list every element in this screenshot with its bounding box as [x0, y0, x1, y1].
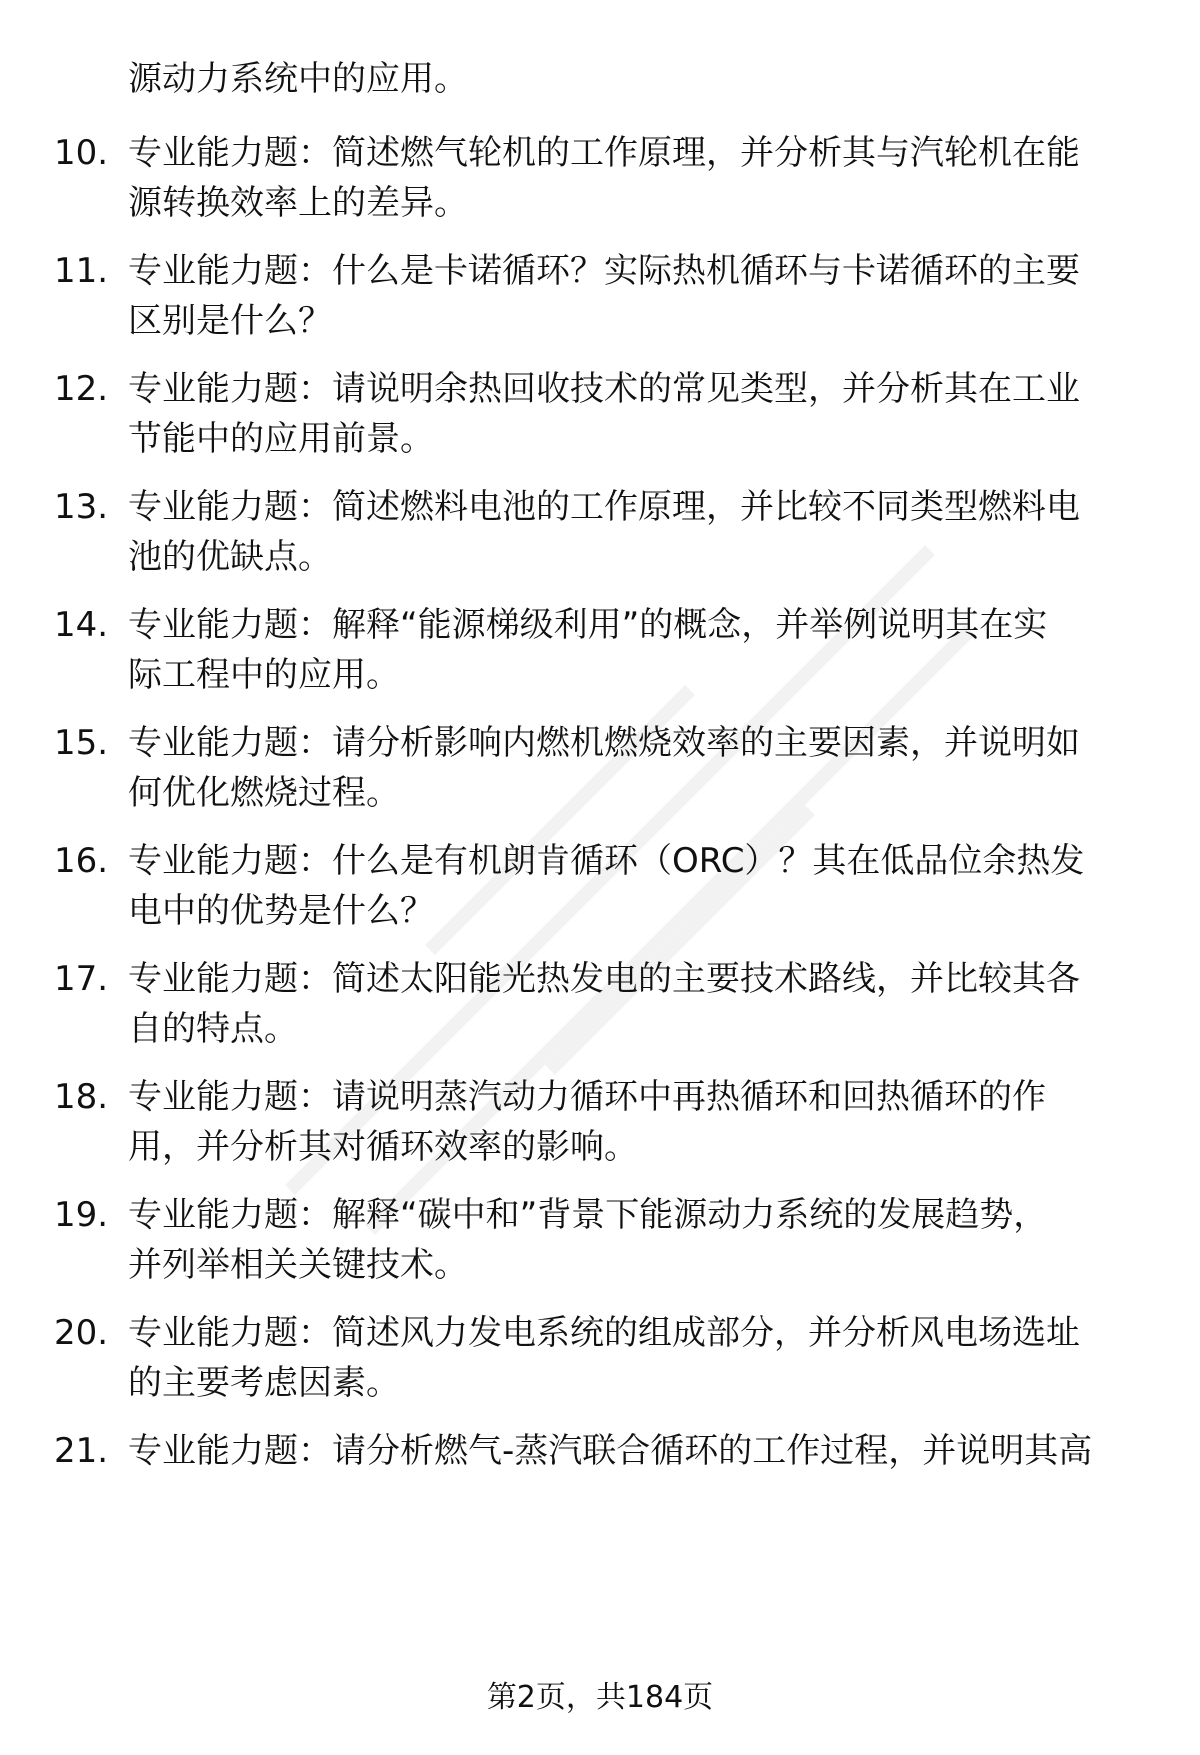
item-text-line1: 专业能力题：什么是有机朗肯循环（ORC）？其在低品位余热发 [128, 841, 1085, 881]
item-text-line1: 专业能力题：解释“能源梯级利用”的概念，并举例说明其在实 [128, 605, 1048, 645]
item-text-line2: 并列举相关关键技术。 [128, 1245, 468, 1285]
item-text-line1: 专业能力题：简述风力发电系统的组成部分，并分析风电场选址 [128, 1313, 1080, 1353]
item-text-line1: 专业能力题：简述太阳能光热发电的主要技术路线，并比较其各 [128, 959, 1080, 999]
item-number: 15. [54, 723, 109, 763]
item-text-line1: 专业能力题：简述燃料电池的工作原理，并比较不同类型燃料电 [128, 487, 1080, 527]
item-number: 17. [54, 959, 109, 999]
item-text-line1: 专业能力题：请分析影响内燃机燃烧效率的主要因素，并说明如 [128, 723, 1080, 763]
item-text-line1: 专业能力题：解释“碳中和”背景下能源动力系统的发展趋势， [128, 1195, 1048, 1235]
item-number: 21. [54, 1431, 109, 1471]
item-text-line2: 的主要考虑因素。 [128, 1363, 400, 1403]
item-text-line2: 区别是什么？ [128, 301, 332, 341]
item-text-line2: 际工程中的应用。 [128, 655, 400, 695]
page-footer: 第2页，共184页 [486, 1680, 714, 1715]
item-number: 13. [54, 487, 109, 527]
item-number: 19. [54, 1195, 109, 1235]
item-text-line1: 专业能力题：请说明余热回收技术的常见类型，并分析其在工业 [128, 369, 1080, 409]
item-number: 12. [54, 369, 109, 409]
item-text-line2: 自的特点。 [128, 1009, 298, 1049]
item-text-line2: 电中的优势是什么？ [128, 891, 434, 931]
item-number: 14. [54, 605, 109, 645]
item-number: 11. [54, 251, 109, 291]
item-text-line1: 专业能力题：什么是卡诺循环？实际热机循环与卡诺循环的主要 [128, 251, 1080, 291]
item-number: 16. [54, 841, 109, 881]
item-text-line2: 用，并分析其对循环效率的影响。 [128, 1127, 638, 1167]
item-number: 18. [54, 1077, 109, 1117]
item-text-line1: 专业能力题：简述燃气轮机的工作原理，并分析其与汽轮机在能 [128, 133, 1080, 173]
item-number: 10. [54, 133, 109, 173]
continuation-line: 源动力系统中的应用。 [128, 59, 468, 99]
item-text-line1: 专业能力题：请说明蒸汽动力循环中再热循环和回热循环的作 [128, 1077, 1046, 1117]
item-text-line2: 源转换效率上的差异。 [128, 183, 468, 223]
item-text-line2: 何优化燃烧过程。 [128, 773, 400, 813]
item-text-line2: 池的优缺点。 [128, 537, 332, 577]
item-number: 20. [54, 1313, 109, 1353]
item-text-line1: 专业能力题：请分析燃气-蒸汽联合循环的工作过程，并说明其高 [128, 1431, 1093, 1471]
item-text-line2: 节能中的应用前景。 [128, 419, 434, 459]
